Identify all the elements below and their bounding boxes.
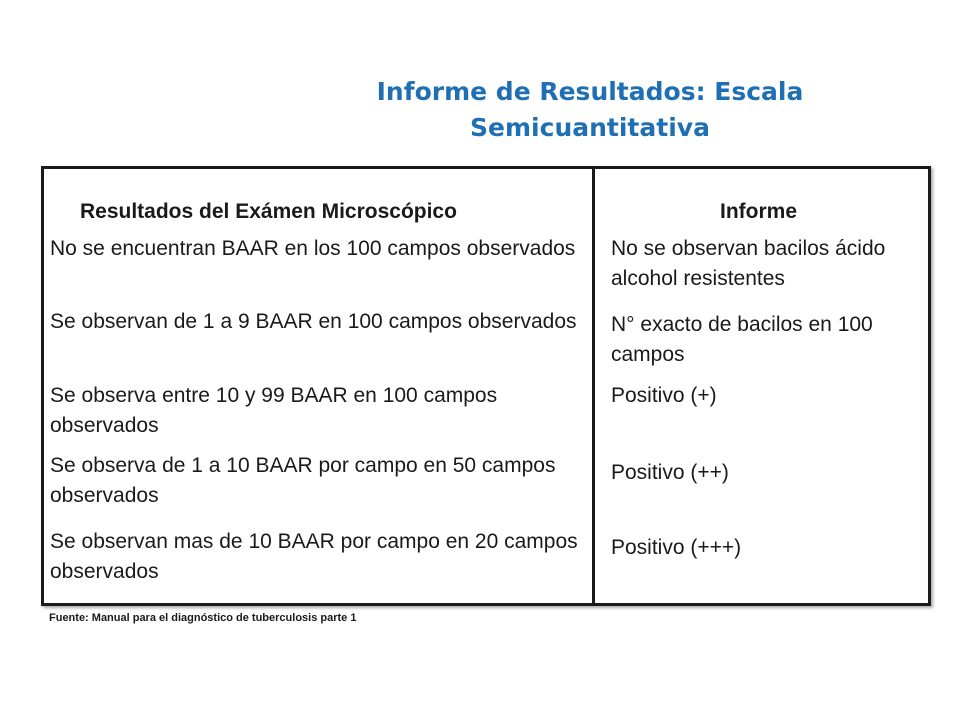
- source-note: Fuente: Manual para el diagnóstico de tuberculosis parte 1: [49, 612, 357, 624]
- column-divider: [592, 169, 595, 603]
- row-1-report: No se observan bacilos ácido alcohol resistentes: [611, 237, 886, 290]
- row-5-result: Se observan mas de 10 BAAR por campo en 20 campos observados: [50, 530, 578, 583]
- row-2-result: Se observan de 1 a 9 BAAR en 100 campos observados: [50, 310, 577, 333]
- header-report: Informe: [720, 200, 798, 223]
- page-title: Informe de Resultados: Escala Semicuantitativa: [376, 77, 804, 142]
- row-4-report: Positivo (++): [611, 461, 729, 484]
- row-4-result: Se observa de 1 a 10 BAAR por campo en 50 campos observados: [50, 454, 556, 507]
- row-3-report: Positivo (+): [611, 384, 717, 407]
- row-2-report: N° exacto de bacilos en 100 campos: [611, 313, 873, 366]
- row-3-result: Se observa entre 10 y 99 BAAR en 100 campos observados: [50, 384, 498, 437]
- header-results: Resultados del Exámen Microscópico: [80, 200, 457, 223]
- row-1-result: No se encuentran BAAR en los 100 campos observados: [50, 237, 576, 260]
- results-table: [41, 166, 931, 606]
- row-5-report: Positivo (+++): [611, 536, 742, 559]
